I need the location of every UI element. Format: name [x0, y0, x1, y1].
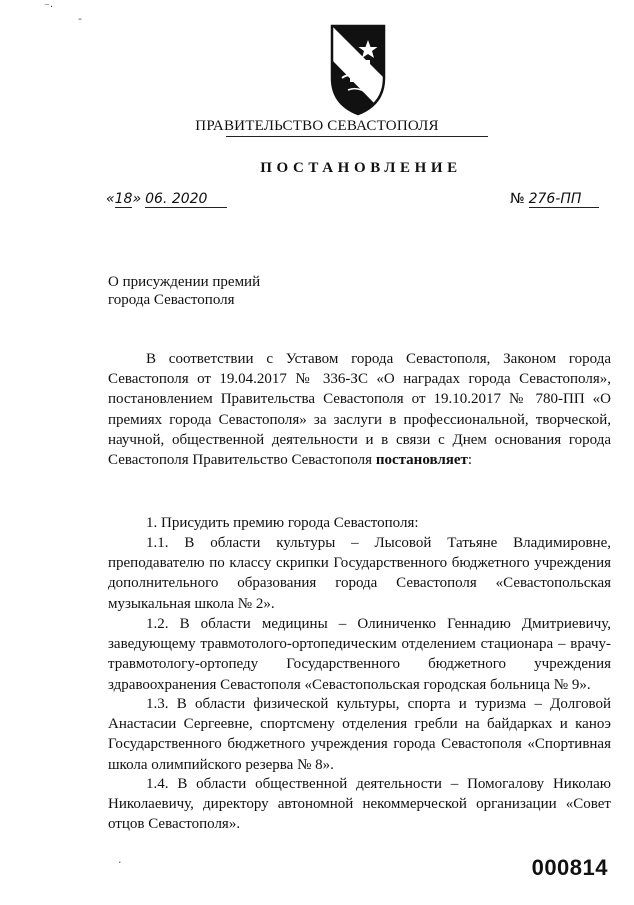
date-day: 18 [114, 191, 133, 207]
number-value: 276-ПП [529, 191, 599, 208]
item-1-1: 1.1. В области культуры – Лысовой Татьяне Владимировне, преподавателю по классу скрипки Государственного бюджетного учреждения дополнительного образования города Севастополя «Севастопольская музыкальная школа № 2». [108, 535, 611, 612]
document-type: ПОСТАНОВЛЕНИЕ [260, 160, 462, 176]
preamble-paragraph [108, 349, 611, 470]
date-close-quote: » [132, 191, 142, 207]
item-1: 1. Присудить премию города Севастополя: [146, 515, 419, 531]
item-1-3: 1.3. В области физической культуры, спорта и туризма – Долговой Анастасии Сергеевне, спортсмену отделения гребли на байдарках и каноэ Государственного бюджетного учреждения города Севастополя «Спортивная школа олимпийского резерва № 8». [108, 696, 611, 773]
subject-line-1: О присуждении премий [108, 274, 261, 290]
document-subject [108, 273, 260, 309]
date-open-quote: « [106, 191, 115, 207]
scan-mark: · [118, 856, 122, 869]
preamble-bold: постановляет [375, 452, 468, 469]
coat-of-arms-icon [328, 20, 388, 116]
preamble-text: В соответствии с Уставом города Севастополя, Законом города Севастополя от 19.04.2017 № 336-ЗС «О наградах города Севастополя», постановлением Правительства Севастополя от 19.10.2017 № 780-ПП «О премиях города Севастополя» за заслуги в профессиональной, творческой, научной, общественной деятельности и в связи с Днем основания города Севастополя Правительство Севастополя [108, 351, 611, 469]
date-month-year: 06. 2020 [145, 191, 227, 208]
document-date [106, 190, 234, 208]
item-1-4: 1.4. В области общественной деятельности – Помогалову Николаю Николаевичу, директору автономной некоммерческой организации «Совет отцов Севастополя». [108, 776, 611, 833]
government-name: ПРАВИТЕЛЬСТВО СЕВАСТОПОЛЯ [195, 118, 439, 134]
scan-mark: - [78, 12, 82, 25]
scan-mark: ⁻· [44, 0, 54, 13]
header-rule [226, 136, 488, 137]
number-sign: № [510, 191, 525, 207]
subject-line-2: города Севастополя [108, 292, 235, 308]
item-1-2: 1.2. В области медицины – Олиниченко Геннадию Дмитриевичу, заведующему травмотолого-ортопедическим отделением стационара – врачу-травмотологу-ортопеду Государственного бюджетного учреждения здравоохранения Севастополя «Севастопольская городская больница № 9». [108, 616, 611, 693]
preamble-end: : [467, 452, 473, 469]
document-number [510, 190, 610, 208]
form-serial-number: 000814 [531, 855, 608, 880]
